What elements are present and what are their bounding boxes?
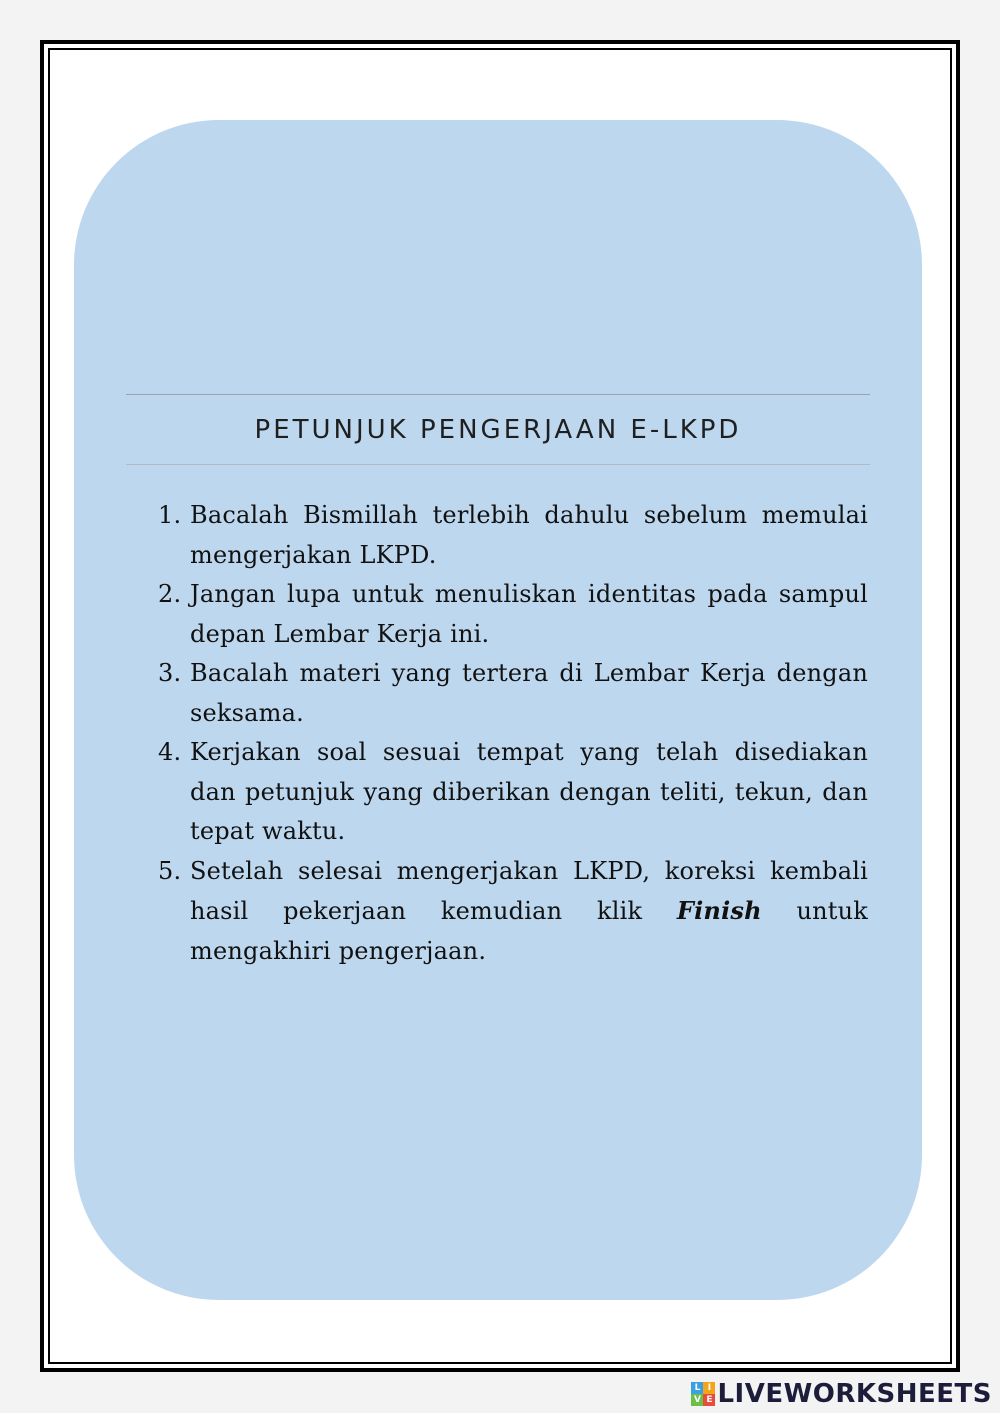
logo-letter: V (691, 1394, 703, 1406)
item-text: Kerjakan soal sesuai tempat yang telah disediakan dan petunjuk yang diberikan dengan teliti, tekun, dan tepat waktu. (190, 738, 868, 845)
list-item (158, 733, 868, 852)
liveworksheets-icon (691, 1382, 715, 1406)
item-text-start: Setelah selesai mengerjakan LKPD, koreksi kembali hasil pekerjaan kemudian klik (190, 856, 868, 925)
item-text: Bacalah materi yang tertera di Lembar Kerja dengan seksama. (190, 659, 868, 727)
list-item (158, 575, 868, 654)
list-item (158, 852, 868, 972)
finish-keyword: Finish (676, 896, 762, 925)
liveworksheets-logo (691, 1379, 992, 1409)
item-text: Jangan lupa untuk menuliskan identitas pada sampul depan Lembar Kerja ini. (190, 580, 868, 648)
item-number: 5. (158, 856, 182, 885)
logo-letter: E (703, 1394, 715, 1406)
heading-top-rule (126, 394, 870, 395)
item-number: 3. (158, 659, 182, 687)
heading-bottom-rule (126, 464, 870, 465)
logo-letter: I (703, 1382, 715, 1394)
page-title: PETUNJUK PENGERJAAN E-LKPD (254, 415, 742, 445)
item-text-end: untuk mengakhiri pengerjaan. (190, 897, 869, 965)
instruction-list (158, 496, 868, 971)
item-text: Bacalah Bismillah terlebih dahulu sebelum memulai mengerjakan LKPD. (190, 501, 868, 569)
logo-letter: L (691, 1382, 703, 1394)
item-number: 2. (158, 580, 182, 608)
item-number: 1. (158, 501, 182, 529)
item-number: 4. (158, 738, 182, 766)
list-item (158, 496, 868, 575)
list-item (158, 654, 868, 733)
brand-name: LIVEWORKSHEETS (717, 1379, 992, 1409)
